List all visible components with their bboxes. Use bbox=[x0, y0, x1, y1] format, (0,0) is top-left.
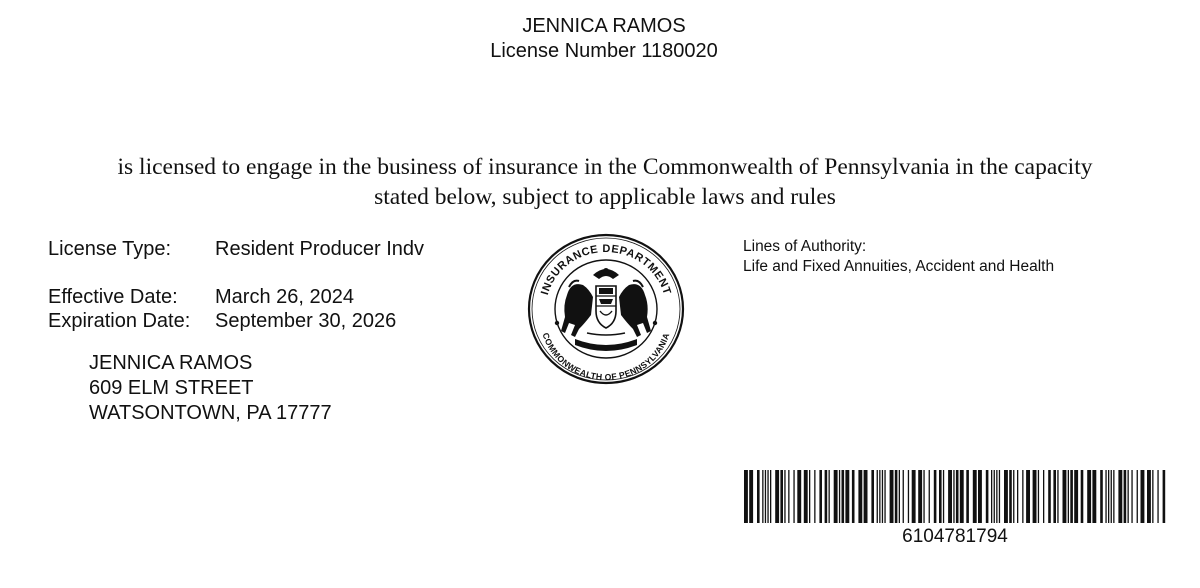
barcode-bar bbox=[842, 470, 845, 523]
barcode-bar bbox=[1124, 470, 1127, 523]
barcode-bar bbox=[757, 470, 760, 523]
barcode-bar bbox=[1113, 470, 1114, 523]
barcode-bar bbox=[858, 470, 862, 523]
barcode-bar bbox=[1074, 470, 1078, 523]
licensee-name-title: JENNICA RAMOS bbox=[522, 15, 686, 37]
barcode-bar bbox=[1105, 470, 1106, 523]
barcode-bar bbox=[994, 470, 995, 523]
license-statement-line-1: is licensed to engage in the business of insurance in the Commonwealth of Pennsylvania in the capacity bbox=[117, 154, 1093, 180]
barcode-bar bbox=[890, 470, 894, 523]
barcode-bar bbox=[775, 470, 779, 523]
barcode-bar bbox=[923, 470, 924, 523]
barcode-bar bbox=[749, 470, 753, 523]
barcode-bar bbox=[852, 470, 855, 523]
barcode-bar bbox=[978, 470, 982, 523]
barcode-bar bbox=[934, 470, 937, 523]
barcode-bar bbox=[871, 470, 874, 523]
barcode-bar bbox=[1128, 470, 1129, 523]
barcode-bar bbox=[814, 470, 815, 523]
barcode-bar bbox=[956, 470, 959, 523]
barcode-bar bbox=[908, 470, 909, 523]
barcode-bar bbox=[804, 470, 808, 523]
barcode-bar bbox=[939, 470, 942, 523]
license-type-row bbox=[48, 237, 424, 261]
barcode-bar bbox=[1033, 470, 1037, 523]
barcode-bar bbox=[825, 470, 828, 523]
barcode-bar bbox=[793, 470, 794, 523]
barcode-bar bbox=[765, 470, 766, 523]
barcode-bar bbox=[943, 470, 944, 523]
barcode-bar bbox=[1004, 470, 1008, 523]
barcode-bar bbox=[1070, 470, 1073, 523]
license-header bbox=[0, 14, 1200, 64]
barcode-bar bbox=[1013, 470, 1014, 523]
barcode-bar bbox=[819, 470, 822, 523]
mailing-address bbox=[89, 351, 332, 426]
barcode-bar bbox=[1147, 470, 1151, 523]
barcode-bar bbox=[948, 470, 952, 523]
barcode-bar bbox=[1048, 470, 1051, 523]
barcode-bar bbox=[884, 470, 885, 523]
barcode-bar bbox=[770, 470, 771, 523]
lines-of-authority bbox=[743, 237, 1054, 277]
barcode-bar bbox=[1152, 470, 1153, 523]
barcode-bar bbox=[839, 470, 840, 523]
barcode-bar bbox=[1081, 470, 1084, 523]
expiration-date-value: September 30, 2026 bbox=[215, 310, 397, 332]
barcode-bar bbox=[864, 470, 868, 523]
barcode-bar bbox=[1009, 470, 1012, 523]
barcode-bar bbox=[1087, 470, 1091, 523]
barcode-bar bbox=[809, 470, 810, 523]
barcode-bar bbox=[1137, 470, 1138, 523]
barcode-bar bbox=[1131, 470, 1132, 523]
effective-date-label: Effective Date: bbox=[48, 286, 178, 308]
barcode-icon bbox=[744, 470, 1166, 523]
expiration-date-row bbox=[48, 309, 396, 333]
barcode-bar bbox=[1017, 470, 1018, 523]
barcode-bar bbox=[1022, 470, 1023, 523]
barcode-bar bbox=[1100, 470, 1103, 523]
barcode-bar bbox=[960, 470, 964, 523]
barcode-bar bbox=[1118, 470, 1122, 523]
lines-of-authority-title: Lines of Authority: bbox=[743, 238, 867, 255]
barcode-bar bbox=[1038, 470, 1039, 523]
expiration-date-label: Expiration Date: bbox=[48, 310, 191, 332]
barcode-bar bbox=[1163, 470, 1166, 523]
barcode-bar bbox=[1141, 470, 1145, 523]
barcode-bar bbox=[744, 470, 748, 523]
seal-bottom-text: COMMONWEALTH OF PENNSYLVANIA bbox=[540, 331, 672, 383]
barcode-bar bbox=[1157, 470, 1158, 523]
barcode-bar bbox=[1092, 470, 1096, 523]
barcode-bar bbox=[1053, 470, 1056, 523]
seal-top-text: INSURANCE DEPARTMENT bbox=[539, 242, 673, 297]
barcode-bar bbox=[784, 470, 785, 523]
effective-date-value: March 26, 2024 bbox=[215, 286, 354, 308]
effective-date-row bbox=[48, 285, 354, 309]
barcode-number: 6104781794 bbox=[902, 526, 1008, 547]
barcode-bar bbox=[899, 470, 900, 523]
address-city-line: WATSONTOWN, PA 17777 bbox=[89, 402, 332, 424]
barcode-bar bbox=[1108, 470, 1109, 523]
lines-of-authority-value: Life and Fixed Annuities, Accident and Health bbox=[743, 258, 1055, 275]
barcode-bar bbox=[953, 470, 954, 523]
barcode-bar bbox=[1057, 470, 1058, 523]
barcode-bar bbox=[788, 470, 789, 523]
barcode-bar bbox=[1043, 470, 1044, 523]
barcode-bar bbox=[903, 470, 904, 523]
barcode-bar bbox=[996, 470, 997, 523]
barcode-bar bbox=[1026, 470, 1030, 523]
barcode-bar bbox=[834, 470, 838, 523]
barcode-bar bbox=[986, 470, 989, 523]
license-type-label: License Type: bbox=[48, 238, 172, 260]
barcode-bar bbox=[895, 470, 898, 523]
barcode-bar bbox=[845, 470, 849, 523]
barcode-bar bbox=[762, 470, 763, 523]
barcode-bar bbox=[991, 470, 992, 523]
barcode-bar bbox=[829, 470, 830, 523]
license-statement-line-2: stated below, subject to applicable laws and rules bbox=[374, 184, 836, 210]
barcode-bar bbox=[966, 470, 969, 523]
address-name: JENNICA RAMOS bbox=[89, 352, 253, 374]
address-street: 609 ELM STREET bbox=[89, 377, 254, 399]
barcode-bar bbox=[797, 470, 801, 523]
barcode-bar bbox=[882, 470, 883, 523]
barcode-bar bbox=[918, 470, 922, 523]
barcode-bar bbox=[973, 470, 977, 523]
state-seal-icon bbox=[527, 233, 685, 385]
barcode-bar bbox=[1068, 470, 1069, 523]
barcode-bar bbox=[767, 470, 768, 523]
barcode-bar bbox=[879, 470, 880, 523]
license-type-value: Resident Producer Indv bbox=[215, 238, 425, 260]
barcode-bar bbox=[999, 470, 1000, 523]
barcode-bar bbox=[1111, 470, 1112, 523]
barcode-bar bbox=[1063, 470, 1067, 523]
barcode-bar bbox=[912, 470, 916, 523]
barcode-bar bbox=[877, 470, 878, 523]
barcode-bar bbox=[929, 470, 930, 523]
svg-text:COMMONWEALTH OF PENNSYLVANIA bbox=[540, 331, 671, 382]
barcode-bar bbox=[780, 470, 783, 523]
license-statement bbox=[30, 152, 1180, 212]
license-number: License Number 1180020 bbox=[490, 40, 718, 62]
